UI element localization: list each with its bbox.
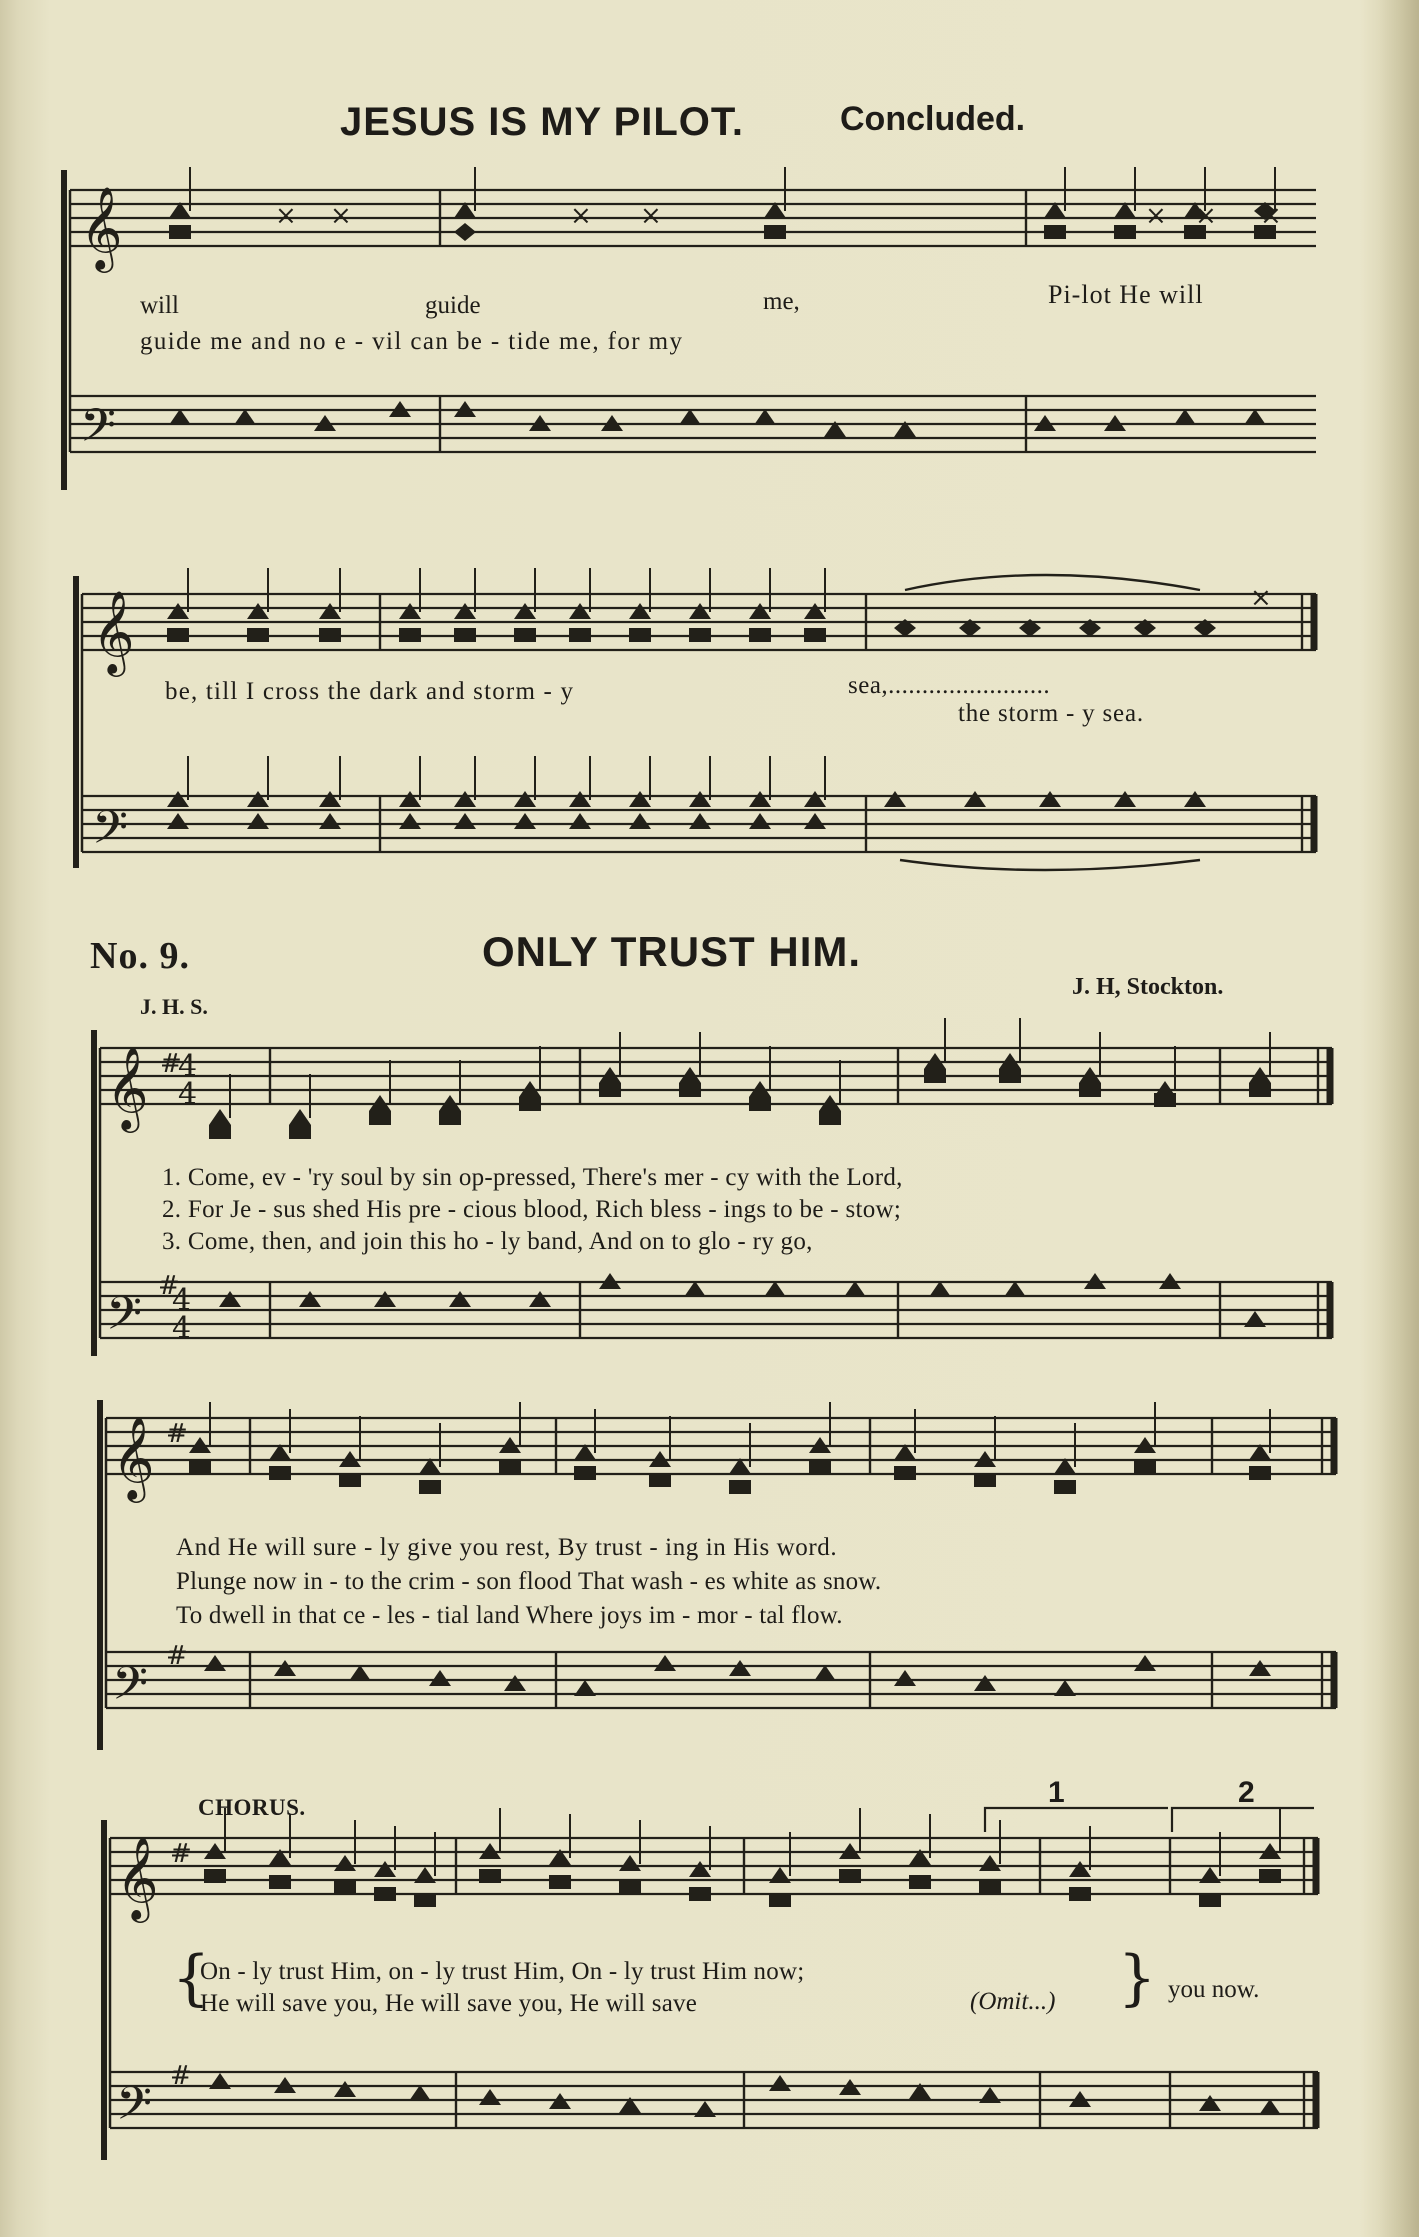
treble-clef: 𝄞 — [112, 1415, 155, 1499]
bass-note — [884, 791, 906, 807]
note-head — [749, 603, 771, 619]
chorus-line1: On - ly trust Him, on - ly trust Him, On - ly trust Him now; — [200, 1958, 805, 1985]
note-head — [569, 628, 591, 642]
note-head — [1199, 1893, 1221, 1907]
bass-note — [204, 1655, 226, 1671]
key-sharp: # — [160, 1049, 182, 1079]
note-head — [599, 1083, 621, 1097]
bass-note — [209, 2073, 231, 2089]
lyric-the-stormy-sea: the storm - y sea. — [958, 700, 1144, 727]
note-head — [1114, 225, 1136, 239]
note-head — [419, 1480, 441, 1494]
bass-note — [219, 1291, 241, 1307]
lyric-guide: guide — [425, 292, 481, 319]
verse1-line2: And He will sure - ly give you rest, By trust - ing in His word. — [176, 1534, 838, 1561]
note-head — [999, 1069, 1021, 1083]
bass-note — [349, 1665, 371, 1681]
bass-clef: 𝄢 — [106, 1287, 143, 1352]
note-head — [619, 1855, 641, 1871]
note-head — [454, 628, 476, 642]
rest-mark: × — [1145, 201, 1167, 231]
note-head — [619, 1881, 641, 1895]
bass-note — [844, 1281, 866, 1297]
note-head — [689, 1861, 711, 1877]
hymn1-title: JESUS IS MY PILOT. — [340, 100, 745, 144]
note-head — [1044, 225, 1066, 239]
note-head — [514, 628, 536, 642]
bass-clef: 𝄢 — [112, 1657, 149, 1722]
rest-mark: × — [1260, 201, 1282, 231]
note-head — [749, 628, 771, 642]
note-head — [689, 1887, 711, 1901]
bass-note — [684, 1281, 706, 1297]
note-head — [319, 628, 341, 642]
note-head — [319, 603, 341, 619]
alto-lyric-line: guide me and no e - vil can be - tide me, for my — [140, 328, 684, 355]
note-head — [729, 1480, 751, 1494]
note-head — [649, 1473, 671, 1487]
note-head — [979, 1855, 1001, 1871]
note-head — [1199, 1867, 1221, 1883]
bass-note — [449, 1291, 471, 1307]
bass-note — [964, 791, 986, 807]
bass-note — [429, 1670, 451, 1686]
note-head — [569, 813, 591, 829]
note-head — [1154, 1093, 1176, 1107]
note-head — [247, 603, 269, 619]
verse1-line1: 1. Come, ev - 'ry soul by sin op-pressed, There's mer - cy with the Lord, — [162, 1164, 903, 1191]
chorus-line2: He will save you, He will save you, He will save — [200, 1990, 697, 2017]
note-head — [909, 1875, 931, 1889]
bass-note — [1249, 1660, 1271, 1676]
bass-note — [754, 409, 776, 425]
bass-note — [374, 1291, 396, 1307]
note-head — [399, 603, 421, 619]
treble-clef: 𝄞 — [92, 589, 135, 673]
bass-note — [1259, 2099, 1281, 2115]
rest-mark: × — [330, 201, 352, 231]
bass-note — [1114, 791, 1136, 807]
words-by: J. H. S. — [140, 994, 208, 1019]
time-sig-bottom: 4 — [172, 1311, 192, 1346]
rest-mark: × — [1250, 583, 1272, 613]
note-head — [209, 1109, 231, 1125]
note-head — [189, 1459, 211, 1473]
note-head — [1079, 1083, 1101, 1097]
lyric-pilot-he-will: Pi-lot He will — [1048, 280, 1204, 309]
treble-clef: 𝄞 — [116, 1835, 159, 1919]
bass-note — [694, 2101, 716, 2117]
note-head — [247, 791, 269, 807]
key-sharp: # — [170, 1839, 192, 1869]
note-head — [514, 813, 536, 829]
note-head — [169, 225, 191, 239]
note-head — [689, 791, 711, 807]
bass-note — [574, 1680, 596, 1696]
bass-note — [334, 2081, 356, 2097]
note-head — [549, 1875, 571, 1889]
bass-note — [479, 2089, 501, 2105]
bass-note — [679, 409, 701, 425]
music-by: J. H, Stockton. — [1072, 974, 1224, 1000]
ending-bracket-2 — [1172, 1808, 1314, 1832]
note-head — [1259, 1869, 1281, 1883]
note-head — [247, 813, 269, 829]
treble-clef: 𝄞 — [80, 185, 123, 269]
bass-clef: 𝄢 — [80, 399, 117, 464]
note-head — [804, 813, 826, 829]
note-head — [319, 813, 341, 829]
note-head — [247, 628, 269, 642]
bass-note — [504, 1675, 526, 1691]
bass-note — [929, 1281, 951, 1297]
note-head — [574, 1466, 596, 1480]
note-head — [749, 813, 771, 829]
key-sharp: # — [170, 2061, 192, 2091]
note-head — [454, 223, 476, 241]
note-head — [399, 628, 421, 642]
chorus-brace-right: } — [1118, 1943, 1157, 2013]
note-head — [374, 1861, 396, 1877]
note-head — [679, 1083, 701, 1097]
note-head — [269, 1875, 291, 1889]
rest-mark: × — [275, 201, 297, 231]
bass-note — [729, 1660, 751, 1676]
note-head — [804, 791, 826, 807]
bass-note — [1174, 409, 1196, 425]
bass-note — [1244, 409, 1266, 425]
bass-note — [979, 2087, 1001, 2103]
note-head — [569, 791, 591, 807]
bass-note — [1004, 1281, 1026, 1297]
note-head — [689, 628, 711, 642]
note-head — [769, 1893, 791, 1907]
hymn1-title-suffix: Concluded. — [840, 100, 1026, 138]
note-head — [167, 791, 189, 807]
bass-note — [654, 1655, 676, 1671]
note-head — [629, 813, 651, 829]
bass-note — [769, 2075, 791, 2091]
note-head — [339, 1473, 361, 1487]
bass-note — [529, 1291, 551, 1307]
rest-mark: × — [640, 201, 662, 231]
note-head — [894, 1466, 916, 1480]
lyric-sea-dotted: sea,........................ — [848, 672, 1051, 699]
note-head — [319, 791, 341, 807]
note-head — [1069, 1887, 1091, 1901]
note-head — [334, 1855, 356, 1871]
note-head — [809, 1459, 831, 1473]
ending-2-label: 2 — [1238, 1776, 1255, 1809]
note-head — [749, 1097, 771, 1111]
note-head — [769, 1867, 791, 1883]
note-head — [1069, 1861, 1091, 1877]
note-head — [519, 1097, 541, 1111]
note-head — [399, 813, 421, 829]
note-head — [514, 603, 536, 619]
chorus-omit: (Omit...) — [970, 1988, 1056, 2015]
note-head — [499, 1459, 521, 1473]
note-head — [749, 791, 771, 807]
note-head — [924, 1069, 946, 1083]
note-head — [979, 1881, 1001, 1895]
time-sig-bottom: 4 — [178, 1077, 198, 1112]
note-head — [289, 1125, 311, 1139]
chorus-brace-left: { — [172, 1943, 211, 2013]
note-head — [439, 1111, 461, 1125]
note-head — [974, 1473, 996, 1487]
bass-note — [764, 1281, 786, 1297]
verse3-line2: To dwell in that ce - les - tial land Where joys im - mor - tal flow. — [176, 1602, 843, 1629]
time-sig-top: 4 — [178, 1049, 198, 1084]
note-head — [1249, 1083, 1271, 1097]
key-sharp: # — [158, 1271, 180, 1301]
note-head — [454, 813, 476, 829]
rest-mark: × — [570, 201, 592, 231]
note-head — [819, 1111, 841, 1125]
note-head — [1249, 1466, 1271, 1480]
ending-1-label: 1 — [1048, 1776, 1065, 1809]
hymn2-title: ONLY TRUST HIM. — [482, 928, 862, 975]
bass-note — [274, 1660, 296, 1676]
tie-curve — [900, 860, 1200, 870]
note-head — [689, 603, 711, 619]
bass-note — [409, 2085, 431, 2101]
bass-note — [234, 409, 256, 425]
note-head — [804, 628, 826, 642]
treble-clef: 𝄞 — [106, 1045, 149, 1129]
lyric-will: will — [140, 292, 179, 319]
bass-note — [1244, 1311, 1266, 1327]
note-head — [454, 791, 476, 807]
note-head — [269, 1466, 291, 1480]
bass-note — [894, 1670, 916, 1686]
note-head — [167, 628, 189, 642]
note-head — [689, 813, 711, 829]
bass-note — [169, 409, 191, 425]
note-head — [289, 1109, 311, 1125]
note-head — [454, 603, 476, 619]
bass-note — [1054, 1680, 1076, 1696]
bass-note — [1199, 2095, 1221, 2111]
chorus-line2-end: you now. — [1168, 1976, 1260, 2003]
tie-curve — [905, 575, 1200, 590]
note-head — [1134, 1459, 1156, 1473]
note-head — [629, 603, 651, 619]
bass-note — [1039, 791, 1061, 807]
verse3-line1: 3. Come, then, and join this ho - ly band, And on to glo - ry go, — [162, 1228, 813, 1255]
note-head — [629, 791, 651, 807]
note-head — [204, 1869, 226, 1883]
note-head — [569, 603, 591, 619]
note-head — [209, 1125, 231, 1139]
bass-note — [1134, 1655, 1156, 1671]
note-head — [804, 603, 826, 619]
note-head — [399, 791, 421, 807]
hymn-number: No. 9. — [90, 935, 190, 977]
bass-note — [974, 1675, 996, 1691]
note-head — [629, 628, 651, 642]
note-head — [764, 225, 786, 239]
lyric-me: me, — [763, 288, 800, 315]
bass-clef: 𝄢 — [92, 801, 129, 866]
note-head — [514, 791, 536, 807]
bass-note — [814, 1665, 836, 1681]
note-head — [414, 1867, 436, 1883]
note-head — [167, 603, 189, 619]
verse2-line1: 2. For Je - sus shed His pre - cious blood, Rich bless - ings to be - stow; — [162, 1196, 902, 1223]
note-head — [167, 813, 189, 829]
note-head — [334, 1881, 356, 1895]
note-head — [479, 1869, 501, 1883]
bass-clef: 𝄢 — [116, 2077, 153, 2142]
bass-note — [1184, 791, 1206, 807]
time-sig-top: 4 — [172, 1283, 192, 1318]
lyric-till-i-cross: be, till I cross the dark and storm - y — [165, 678, 575, 705]
note-head — [839, 1869, 861, 1883]
note-head — [374, 1887, 396, 1901]
note-head — [1054, 1480, 1076, 1494]
rest-mark: × — [1195, 201, 1217, 231]
key-sharp: # — [166, 1641, 188, 1671]
note-head — [369, 1111, 391, 1125]
ending-bracket-1 — [985, 1808, 1168, 1832]
bass-note — [299, 1291, 321, 1307]
key-sharp: # — [166, 1419, 188, 1449]
note-head — [414, 1893, 436, 1907]
chorus-label: CHORUS. — [198, 1795, 306, 1820]
verse2-line2: Plunge now in - to the crim - son flood That wash - es white as snow. — [176, 1568, 882, 1595]
